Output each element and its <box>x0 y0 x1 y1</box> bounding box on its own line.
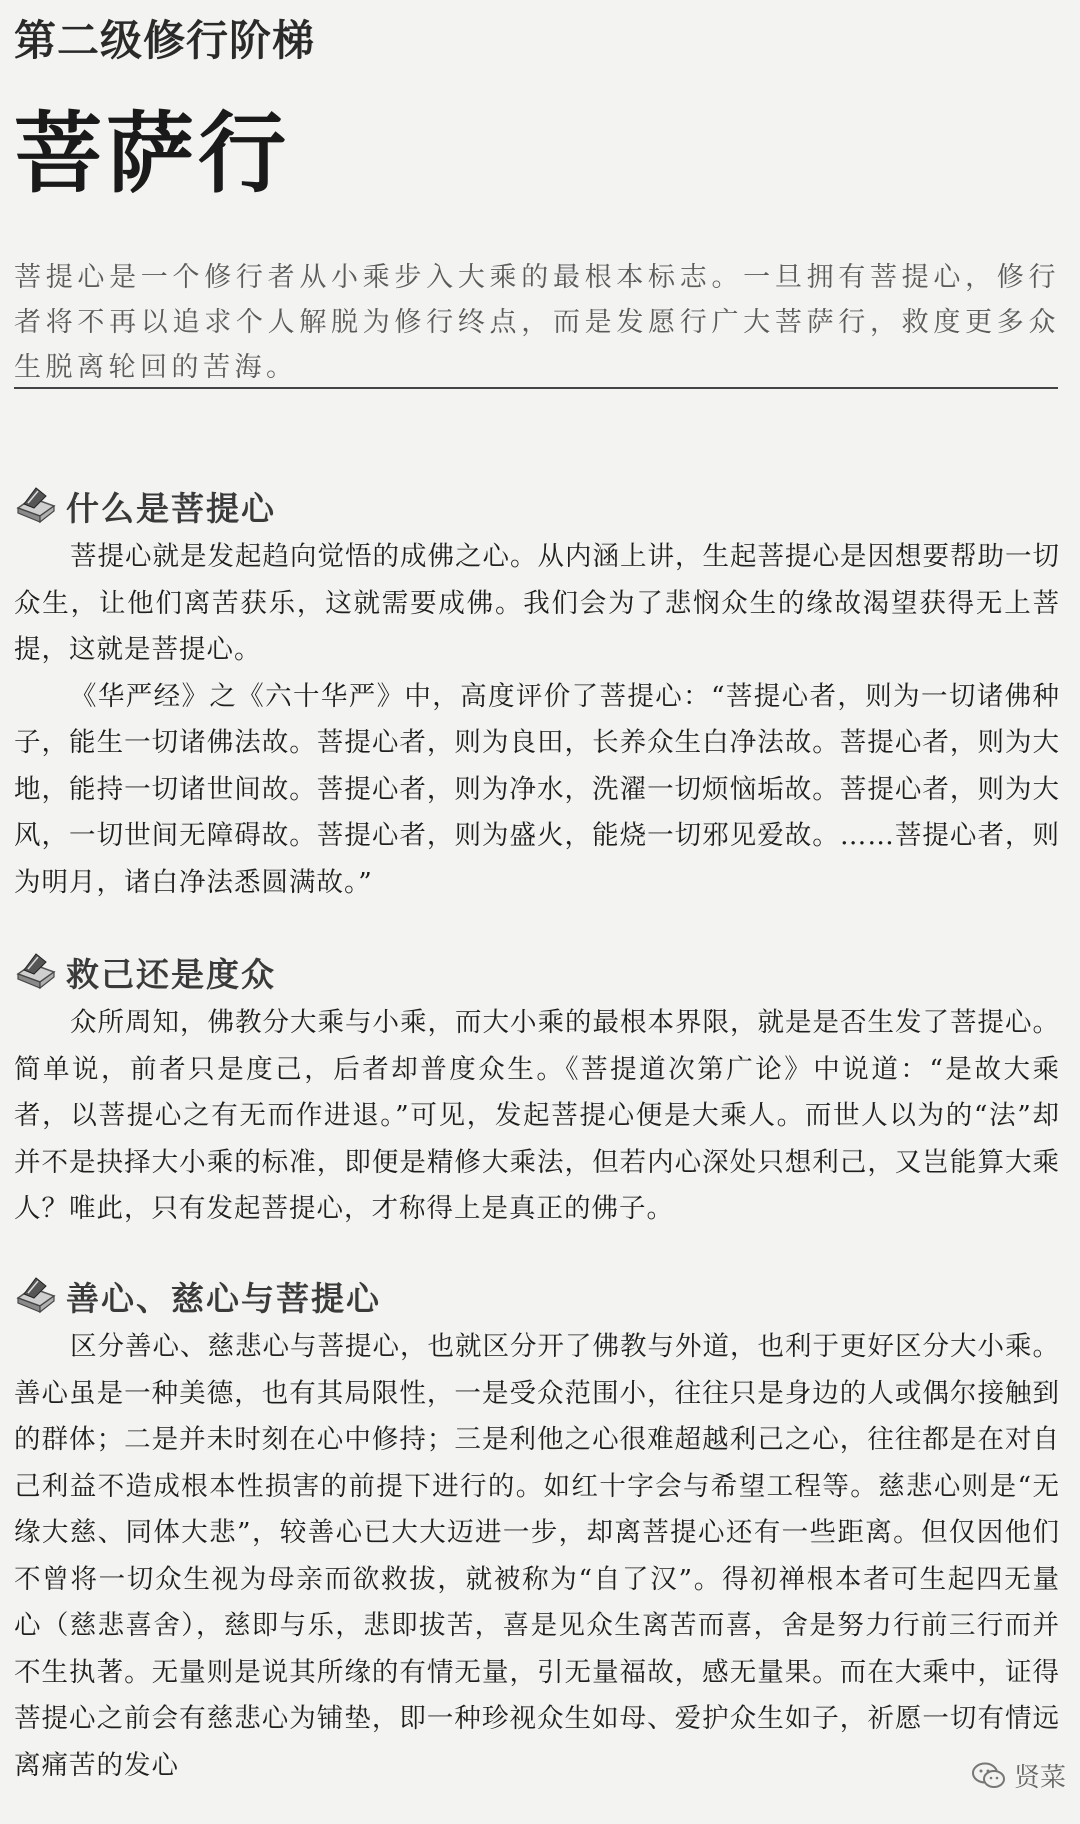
wechat-icon <box>972 1762 1006 1790</box>
page-title: 菩萨行 <box>14 101 291 205</box>
chapter-label: 第二级修行阶梯 <box>14 16 316 65</box>
divider <box>14 387 1058 389</box>
section-heading <box>14 948 1060 996</box>
section-save-self-or-others <box>14 948 1060 1233</box>
paragraph: 菩提心就是发起趋向觉悟的成佛之心。从内涵上讲，生起菩提心是因想要帮助一切众生，让他们离苦获乐，这就需要成佛。我们会为了悲悯众生的缘故渴望获得无上菩提，这就是菩提心。 <box>14 541 1060 665</box>
section-kindness-compassion-bodhicitta <box>14 1272 1060 1789</box>
book-icon <box>14 952 58 992</box>
watermark <box>972 1757 1066 1794</box>
book-icon <box>14 486 58 526</box>
watermark-text: 贤菜 <box>1013 1763 1066 1793</box>
book-icon <box>14 1276 58 1316</box>
section-what-is-bodhicitta <box>14 482 1060 906</box>
section-title: 什么是菩提心 <box>66 488 276 528</box>
section-title: 救己还是度众 <box>66 954 276 994</box>
section-heading <box>14 482 1060 530</box>
section-title: 善心、慈心与菩提心 <box>66 1278 381 1318</box>
intro-paragraph: 菩提心是一个修行者从小乘步入大乘的最根本标志。一旦拥有菩提心，修行者将不再以追求个人解脱为修行终点，而是发愿行广大菩萨行，救度更多众生脱离轮回的苦海。 <box>14 262 1060 383</box>
paragraph: 众所周知，佛教分大乘与小乘，而大小乘的最根本界限，就是是否生发了菩提心。简单说，前者只是度己，后者却普度众生。《菩提道次第广论》中说道：“是故大乘者，以菩提心之有无而作进退。”可见，发起菩提心便是大乘人。而世人以为的“法”却并不是抉择大小乘的标准，即便是精修大乘法，但若内心深处只想利己，又岂能算大乘人？唯此，只有发起菩提心，才称得上是真正的佛子。 <box>14 1007 1060 1224</box>
paragraph: 《华严经》之《六十华严》中，高度评价了菩提心：“菩提心者，则为一切诸佛种子，能生一切诸佛法故。菩提心者，则为良田，长养众生白净法故。菩提心者，则为大地，能持一切诸世间故。菩提心者，则为净水，洗濯一切烦恼垢故。菩提心者，则为大风，一切世间无障碍故。菩提心者，则为盛火，能烧一切邪见爱故。……菩提心者，则为明月，诸白净法悉圆满故。” <box>14 680 1060 898</box>
section-heading <box>14 1272 1060 1320</box>
paragraph: 区分善心、慈悲心与菩提心，也就区分开了佛教与外道，也利于更好区分大小乘。善心虽是一种美德，也有其局限性，一是受众范围小，往往只是身边的人或偶尔接触到的群体；二是并未时刻在心中修持；三是利他之心很难超越利己之心，往往都是在对自己利益不造成根本性损害的前提下进行的。如红十字会与希望工程等。慈悲心则是“无缘大慈、同体大悲”，较善心已大大迈进一步，却离菩提心还有一些距离。但仅因他们不曾将一切众生视为母亲而欲救拔，就被称为“自了汉”。得初禅根本者可生起四无量心（慈悲喜舍），慈即与乐，悲即拔苦，喜是见众生离苦而喜，舍是努力行前三行而并不生执著。无量则是说其所缘的有情无量，引无量福故，感无量果。而在大乘中，证得菩提心之前会有慈悲心为铺垫，即一种珍视众生如母、爱护众生如子，祈愿一切有情远离痛苦的发心 <box>14 1331 1060 1781</box>
